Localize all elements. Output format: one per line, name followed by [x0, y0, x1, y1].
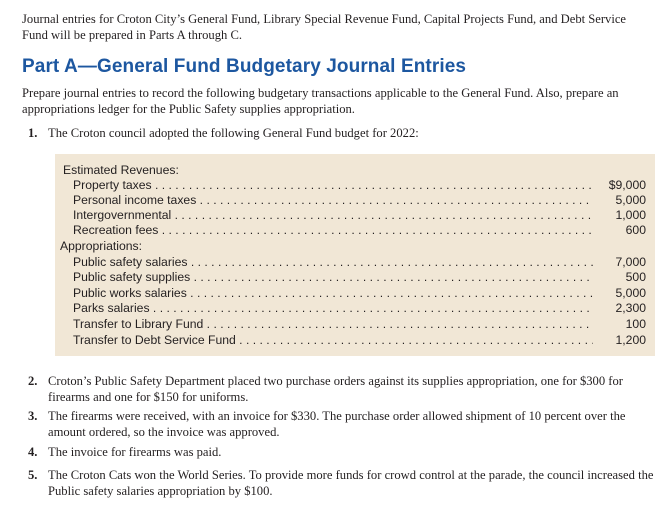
item-number: 4.: [28, 445, 38, 459]
table-row: [73, 286, 646, 301]
row-label: Public works salaries . . .: [73, 286, 593, 301]
row-amount: 2,300: [615, 301, 646, 315]
item-number: 5.: [28, 468, 38, 482]
appropriations-label: Appropriations:: [60, 239, 142, 253]
row-label: Transfer to Debt Service Fund . . .: [73, 333, 593, 348]
list-item-5: [28, 467, 656, 499]
row-amount: 500: [625, 270, 646, 284]
list-item-4: [28, 444, 656, 460]
item-number: 1.: [28, 126, 38, 140]
row-label: Public safety salaries . . .: [73, 255, 593, 270]
row-amount: 1,200: [615, 333, 646, 347]
intro-paragraph: Journal entries for Croton City’s General Fund, Library Special Revenue Fund, Capital Projects Fund, and Debt Service Fund will be prepared in Parts A through C.: [22, 12, 627, 42]
row-label: Intergovernmental . . .: [73, 208, 593, 223]
table-row: [73, 223, 646, 238]
row-amount: 5,000: [615, 193, 646, 207]
table-row: [73, 301, 646, 316]
table-row: [73, 333, 646, 348]
row-label: Personal income taxes . . .: [73, 193, 593, 208]
row-label: Transfer to Library Fund . . .: [73, 317, 593, 332]
row-label: Property taxes . . .: [73, 178, 593, 193]
list-item-3: [28, 408, 656, 440]
list-item-1: [28, 125, 656, 141]
row-amount: 600: [625, 223, 646, 237]
row-amount: 1,000: [615, 208, 646, 222]
item-text: The firearms were received, with an invoice for $330. The purchase order allowed shipment of 10 percent over the amount ordered, so the invoice was approved.: [48, 409, 626, 439]
table-row: [73, 178, 646, 193]
item-text: The Croton council adopted the following General Fund budget for 2022:: [48, 126, 419, 140]
table-row: [73, 255, 646, 270]
instructions-paragraph: Prepare journal entries to record the following budgetary transactions applicable to the General Fund. Also, prepare an appropriations ledger for the Public Safety supplies appropriation.: [22, 86, 619, 116]
row-amount: $9,000: [608, 178, 646, 192]
row-amount: 7,000: [615, 255, 646, 269]
item-text: The invoice for firearms was paid.: [48, 445, 222, 459]
row-label: Recreation fees . . .: [73, 223, 593, 238]
table-row: [73, 208, 646, 223]
item-text: The Croton Cats won the World Series. To provide more funds for crowd control at the parade, the council increased the Public safety salaries appropriation by $100.: [48, 468, 654, 498]
part-a-heading: Part A—General Fund Budgetary Journal Entries: [22, 56, 467, 77]
estimated-revenues-label: Estimated Revenues:: [63, 163, 179, 177]
row-label: Public safety supplies . . .: [73, 270, 593, 285]
table-row: [73, 270, 646, 285]
table-row: [73, 193, 646, 208]
row-label: Parks salaries . . .: [73, 301, 593, 316]
list-item-2: [28, 373, 656, 405]
budget-table: [55, 154, 655, 356]
row-amount: 5,000: [615, 286, 646, 300]
item-number: 2.: [28, 374, 38, 388]
item-text: Croton’s Public Safety Department placed two purchase orders against its supplies appropriation, one for $300 for firearms and one for $150 for uniforms.: [48, 374, 623, 404]
row-amount: 100: [625, 317, 646, 331]
table-row: [73, 317, 646, 332]
item-number: 3.: [28, 409, 38, 423]
